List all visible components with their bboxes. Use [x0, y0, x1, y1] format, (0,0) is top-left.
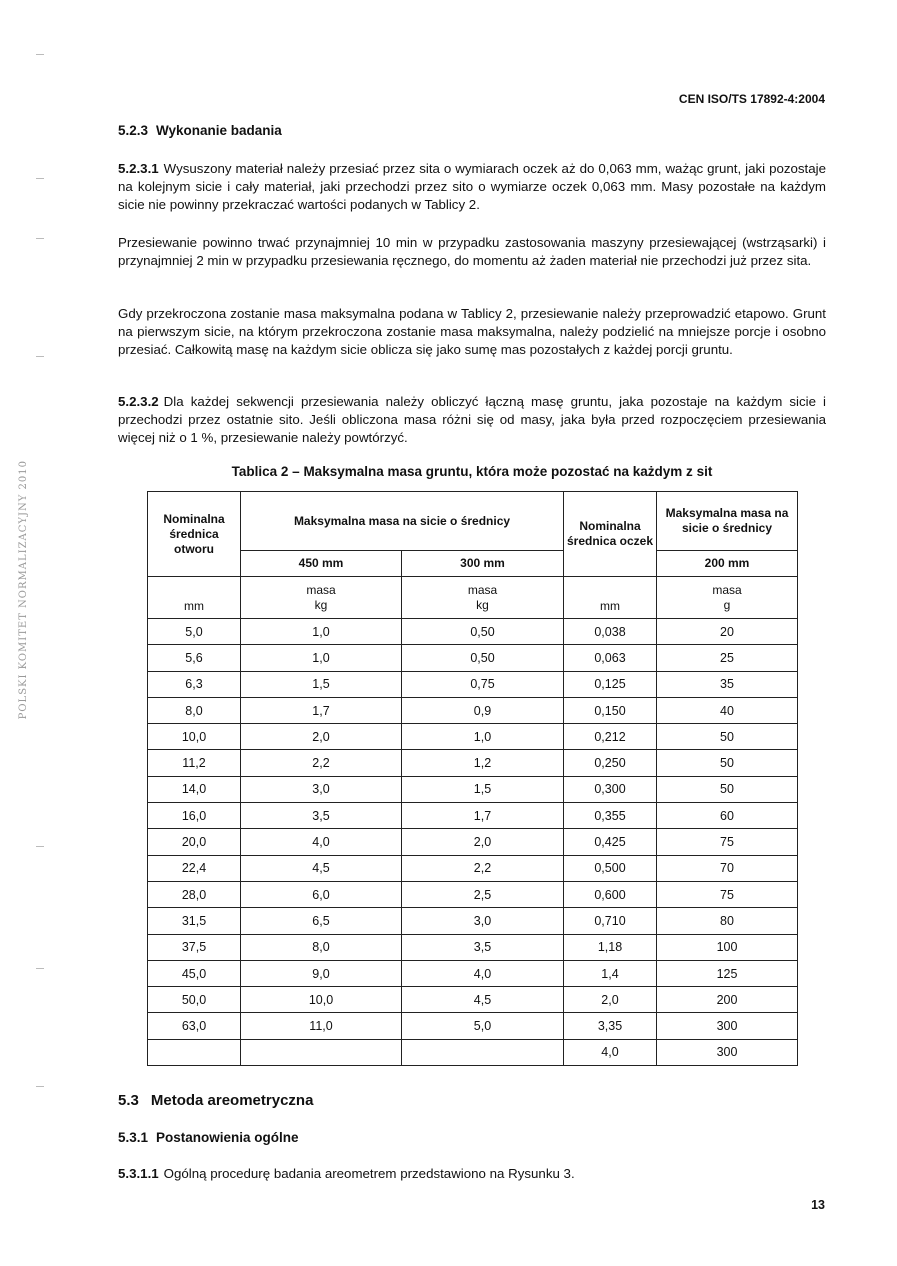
table-cell: 3,5 — [402, 934, 564, 960]
table-row — [148, 645, 798, 671]
table-cell: 0,710 — [564, 908, 657, 934]
table-cell: 1,5 — [402, 776, 564, 802]
table-row — [148, 934, 798, 960]
table-cell: 22,4 — [148, 855, 241, 881]
table-row — [148, 908, 798, 934]
sieve-mass-table — [147, 491, 798, 1066]
table-cell: 200 — [657, 987, 798, 1013]
unit-value: kg — [314, 597, 328, 612]
unit-cell: mm — [148, 577, 241, 619]
header-diameter-450: 450 mm — [241, 551, 402, 577]
table-cell: 75 — [657, 881, 798, 907]
header-max-mass-small: Maksymalna masa na sicie o średnicy — [657, 492, 798, 551]
clause-text: Wysuszony materiał należy przesiać przez sita o wymiarach oczek aż do 0,063 mm, ważąc grunt, jaki pozostaje na kolejnym sicie i cały materiał, jaki przechodzi przez sito o wymiarze oczek 0,063 mm. Masy pozostałe na każdym sicie nie powinny przekraczać wartości podanych w Tablicy 2. — [118, 161, 826, 212]
unit-label: masa — [467, 582, 498, 597]
section-heading-5-3 — [118, 1092, 313, 1109]
header-nominal-opening: Nominalna średnica otworu — [148, 492, 241, 577]
section-number: 5.3.1 — [118, 1130, 149, 1145]
table-row — [148, 987, 798, 1013]
section-title: Postanowienia ogólne — [156, 1130, 299, 1145]
table-cell: 20,0 — [148, 829, 241, 855]
table-cell: 10,0 — [241, 987, 402, 1013]
section-title: Metoda areometryczna — [150, 1092, 314, 1109]
table-cell: 6,3 — [148, 671, 241, 697]
table-cell: 2,0 — [241, 724, 402, 750]
table-cell: 0,300 — [564, 776, 657, 802]
table-cell: 4,0 — [402, 960, 564, 986]
table-cell: 45,0 — [148, 960, 241, 986]
table-cell: 0,50 — [402, 645, 564, 671]
table-cell: 0,355 — [564, 803, 657, 829]
table-cell — [241, 1039, 402, 1065]
table-cell: 0,212 — [564, 724, 657, 750]
margin-mark — [36, 178, 44, 179]
section-title: Wykonanie badania — [156, 123, 282, 138]
header-nominal-mesh: Nominalna średnica oczek — [564, 492, 657, 577]
table-row — [148, 619, 798, 645]
table-cell: 6,0 — [241, 881, 402, 907]
clause-number: 5.2.3.1 — [118, 161, 159, 176]
table-cell: 0,50 — [402, 619, 564, 645]
table-cell: 8,0 — [241, 934, 402, 960]
table-cell: 2,2 — [402, 855, 564, 881]
table-row — [148, 671, 798, 697]
table-cell: 3,35 — [564, 1013, 657, 1039]
header-diameter-300: 300 mm — [402, 551, 564, 577]
table-cell: 0,75 — [402, 671, 564, 697]
table-row — [148, 724, 798, 750]
table-cell: 80 — [657, 908, 798, 934]
table-cell: 0,425 — [564, 829, 657, 855]
table-cell — [402, 1039, 564, 1065]
table-cell: 3,0 — [402, 908, 564, 934]
unit-cell — [402, 577, 564, 619]
table-cell: 20 — [657, 619, 798, 645]
header-max-mass-group: Maksymalna masa na sicie o średnicy — [241, 492, 564, 551]
table-cell: 5,0 — [148, 619, 241, 645]
table-cell: 125 — [657, 960, 798, 986]
unit-value: kg — [476, 597, 489, 612]
table-cell — [148, 1039, 241, 1065]
table-cell: 1,7 — [241, 697, 402, 723]
margin-mark — [36, 968, 44, 969]
document-id: CEN ISO/TS 17892-4:2004 — [678, 92, 825, 106]
table-cell: 1,0 — [241, 645, 402, 671]
table-cell: 4,0 — [564, 1039, 657, 1065]
clause-text: Ogólną procedurę badania areometrem przedstawiono na Rysunku 3. — [163, 1166, 575, 1181]
paragraph-sieving-time: Przesiewanie powinno trwać przynajmniej 10 min w przypadku zastosowania maszyny przesiewającej (wstrząsarki) i przynajmniej 2 min w przypadku przesiewania ręcznego, do momentu aż żaden materiał nie przechodzi już przez sita. — [118, 235, 826, 268]
unit-label: masa — [712, 582, 742, 597]
table-cell: 300 — [657, 1013, 798, 1039]
margin-stamp: POLSKI KOMITET NORMALIZACYJNY 2010 — [18, 460, 29, 720]
table-cell: 300 — [657, 1039, 798, 1065]
table-cell: 37,5 — [148, 934, 241, 960]
clause-number: 5.3.1.1 — [118, 1166, 159, 1181]
table-cell: 1,5 — [241, 671, 402, 697]
margin-mark — [36, 846, 44, 847]
table-row — [148, 881, 798, 907]
table-cell: 3,5 — [241, 803, 402, 829]
page-number: 13 — [811, 1198, 825, 1212]
clause-text: Dla każdej sekwencji przesiewania należy obliczyć łączną masę gruntu, jaka pozostaje na każdym sicie i przechodzi przez ostatnie sito. Jeśli obliczona masa różni się od masy, jaka była przed rozpoczęciem przesiewania więcej niż o 1 %, przesiewanie należy powtórzyć. — [118, 394, 826, 445]
table-cell: 10,0 — [148, 724, 241, 750]
table-cell: 25 — [657, 645, 798, 671]
table-cell: 50 — [657, 776, 798, 802]
table-row — [148, 1013, 798, 1039]
table-cell: 4,5 — [241, 855, 402, 881]
paragraph-exceed-mass: Gdy przekroczona zostanie masa maksymalna podana w Tablicy 2, przesiewanie należy przeprowadzić etapowo. Grunt na pierwszym sicie, na którym przekroczona zostanie masa maksymalna, należy podzielić na mniejsze porcje i osobno przesiać. Całkowitą masę na każdym sicie oblicza się jako sumę mas pozostałych z każdej porcji gruntu. — [118, 306, 826, 357]
table-cell: 50 — [657, 724, 798, 750]
table-cell: 40 — [657, 697, 798, 723]
table-cell: 31,5 — [148, 908, 241, 934]
table-row — [148, 750, 798, 776]
section-number: 5.2.3 — [118, 123, 149, 138]
table-cell: 4,5 — [402, 987, 564, 1013]
table-cell: 8,0 — [148, 697, 241, 723]
table-cell: 2,2 — [241, 750, 402, 776]
table-cell: 1,0 — [241, 619, 402, 645]
paragraph-5-3-1-1 — [118, 1165, 826, 1183]
table-cell: 0,9 — [402, 697, 564, 723]
table-cell: 0,063 — [564, 645, 657, 671]
table-cell: 70 — [657, 855, 798, 881]
table-cell: 1,0 — [402, 724, 564, 750]
table-cell: 0,038 — [564, 619, 657, 645]
table-cell: 4,0 — [241, 829, 402, 855]
table-row — [148, 776, 798, 802]
table-cell: 1,4 — [564, 960, 657, 986]
section-heading-5-2-3 — [118, 123, 282, 138]
table-row — [148, 960, 798, 986]
table-cell: 0,250 — [564, 750, 657, 776]
table-cell: 16,0 — [148, 803, 241, 829]
table-row — [148, 1039, 798, 1065]
table-cell: 1,18 — [564, 934, 657, 960]
table-cell: 28,0 — [148, 881, 241, 907]
section-number: 5.3 — [118, 1092, 139, 1109]
table-cell: 50 — [657, 750, 798, 776]
margin-mark — [36, 1086, 44, 1087]
table-cell: 50,0 — [148, 987, 241, 1013]
unit-cell — [241, 577, 402, 619]
table-cell: 2,0 — [564, 987, 657, 1013]
unit-label: masa — [306, 582, 336, 597]
table-cell: 0,125 — [564, 671, 657, 697]
table-cell: 2,0 — [402, 829, 564, 855]
margin-mark — [36, 54, 44, 55]
clause-number: 5.2.3.2 — [118, 394, 159, 409]
table-cell: 5,0 — [402, 1013, 564, 1039]
table-caption: Tablica 2 – Maksymalna masa gruntu, która może pozostać na każdym z sit — [231, 464, 713, 479]
table-cell: 6,5 — [241, 908, 402, 934]
table-cell: 100 — [657, 934, 798, 960]
table-cell: 0,500 — [564, 855, 657, 881]
table-cell: 11,2 — [148, 750, 241, 776]
table-row — [148, 697, 798, 723]
header-diameter-200: 200 mm — [657, 551, 798, 577]
unit-value: g — [723, 597, 731, 612]
table-cell: 14,0 — [148, 776, 241, 802]
margin-mark — [36, 356, 44, 357]
table-cell: 1,7 — [402, 803, 564, 829]
table-cell: 5,6 — [148, 645, 241, 671]
table-cell: 63,0 — [148, 1013, 241, 1039]
table-cell: 0,600 — [564, 881, 657, 907]
margin-mark — [36, 238, 44, 239]
table-row — [148, 855, 798, 881]
table-cell: 35 — [657, 671, 798, 697]
section-heading-5-3-1 — [118, 1130, 299, 1145]
paragraph-5-2-3-2 — [118, 393, 826, 447]
table-cell: 1,2 — [402, 750, 564, 776]
table-cell: 9,0 — [241, 960, 402, 986]
paragraph-5-2-3-1 — [118, 160, 826, 214]
table-row — [148, 803, 798, 829]
table-cell: 75 — [657, 829, 798, 855]
table-row — [148, 829, 798, 855]
table-cell: 2,5 — [402, 881, 564, 907]
table-cell: 3,0 — [241, 776, 402, 802]
table-cell: 0,150 — [564, 697, 657, 723]
unit-cell — [657, 577, 798, 619]
unit-cell: mm — [564, 577, 657, 619]
table-cell: 11,0 — [241, 1013, 402, 1039]
table-cell: 60 — [657, 803, 798, 829]
